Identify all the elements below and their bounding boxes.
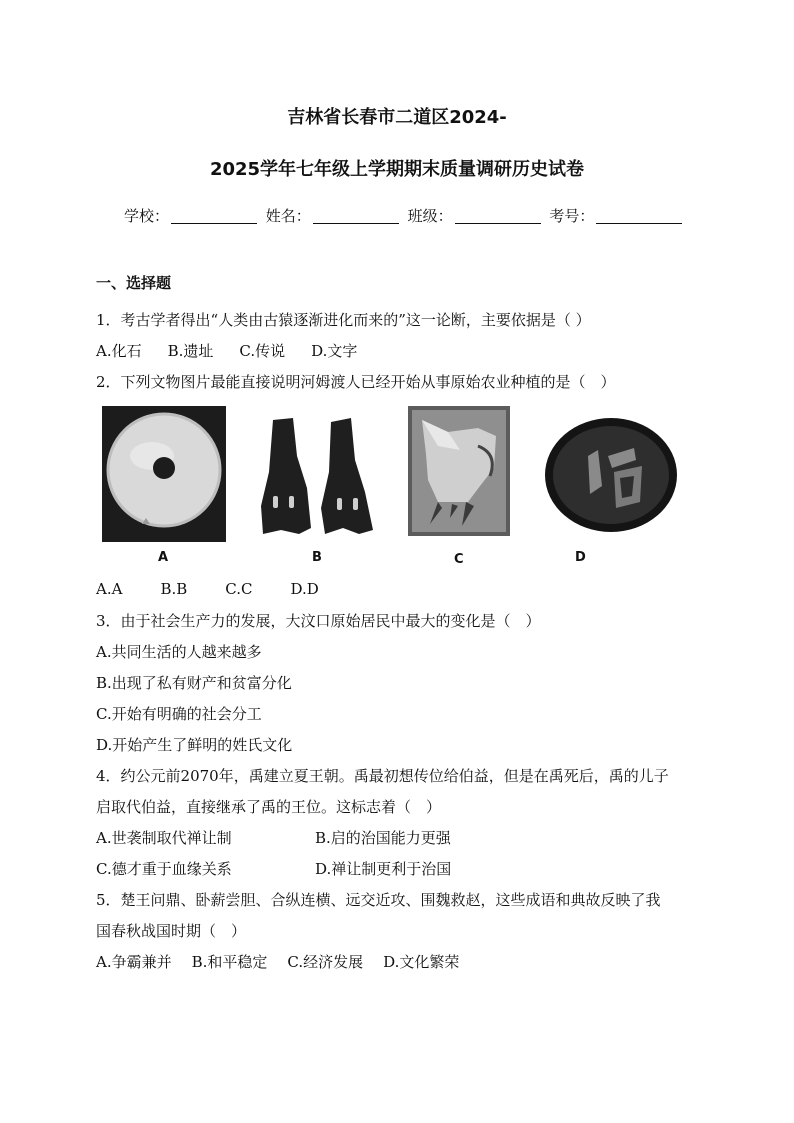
q5-option-b[interactable]: B.和平稳定	[191, 953, 268, 971]
q4-option-b[interactable]: B.启的治国能力更强	[315, 829, 451, 847]
figure-a-label: A	[158, 550, 169, 565]
q4-stem-line-2: 启取代伯益，直接继承了禹的王位。这标志着（ ）	[96, 798, 442, 816]
q1-options	[96, 340, 383, 361]
class-blank[interactable]	[455, 209, 541, 224]
q5-option-d[interactable]: D.文化繁荣	[383, 953, 460, 971]
exam-title-line-2: 2025学年七年级上学期期末质量调研历史试卷	[209, 159, 585, 180]
q4-option-c[interactable]: C.德才重于血缘关系	[96, 860, 232, 878]
q3-option-b[interactable]: B.出现了私有财产和贫富分化	[96, 674, 292, 692]
q2-option-c[interactable]: C.C	[225, 580, 253, 598]
name-label: 姓名：	[265, 207, 311, 225]
q3-option-c[interactable]: C.开始有明确的社会分工	[96, 705, 262, 723]
name-blank[interactable]	[313, 209, 399, 224]
figure-d-inscribed-bowl	[544, 416, 678, 534]
number-blank[interactable]	[596, 209, 682, 224]
figure-a-jade-disc	[102, 406, 226, 542]
q1-option-b[interactable]: B.遗址	[167, 342, 214, 360]
section-heading: 一、选择题	[96, 274, 172, 292]
q2-stem: 2．下列文物图片最能直接说明河姆渡人已经开始从事原始农业种植的是（ ）	[96, 373, 616, 391]
number-label: 考号：	[549, 207, 595, 225]
q2-option-d[interactable]: D.D	[290, 580, 319, 598]
exam-title-line-1: 吉林省长春市二道区2024-	[287, 107, 507, 128]
q5-stem-line-1: 5．楚王问鼎、卧薪尝胆、合纵连横、远交近攻、围魏救赵，这些成语和典故反映了我	[96, 891, 661, 909]
q2-artifact-figures	[96, 406, 696, 572]
q2-options	[96, 580, 345, 598]
q5-stem-line-2: 国春秋战国时期（ ）	[96, 922, 247, 940]
q3-option-a[interactable]: A.共同生活的人越来越多	[96, 643, 262, 661]
q1-stem: 1．考古学者得出“人类由古猿逐渐进化而来的”这一论断，主要依据是（ ）	[96, 311, 591, 329]
q4-option-d[interactable]: D.禅让制更利于治国	[315, 860, 452, 878]
q1-option-c[interactable]: C.传说	[239, 342, 286, 360]
q5-option-a[interactable]: A.争霸兼并	[96, 953, 172, 971]
q3-option-d[interactable]: D.开始产生了鲜明的姓氏文化	[96, 736, 293, 754]
figure-d-label: D	[575, 550, 586, 565]
school-blank[interactable]	[171, 209, 257, 224]
q1-option-d[interactable]: D.文字	[311, 342, 358, 360]
q2-option-b[interactable]: B.B	[160, 580, 188, 598]
figure-b-label: B	[312, 550, 322, 565]
q4-option-a[interactable]: A.世袭制取代禅让制	[96, 829, 232, 847]
q3-stem: 3．由于社会生产力的发展，大汶口原始居民中最大的变化是（ ）	[96, 612, 541, 630]
q1-option-a[interactable]: A.化石	[96, 342, 142, 360]
q4-stem-line-1: 4．约公元前2070年，禹建立夏王朝。禹最初想传位给伯益，但是在禹死后，禹的儿子	[96, 767, 669, 785]
school-label: 学校：	[124, 207, 170, 225]
figure-c-pottery-vessel	[408, 406, 510, 536]
q2-option-a[interactable]: A.A	[96, 580, 123, 598]
class-label: 班级：	[407, 207, 453, 225]
figure-c-label: C	[454, 552, 464, 567]
q5-option-c[interactable]: C.经济发展	[287, 953, 364, 971]
figure-b-bone-spades	[259, 416, 379, 542]
q5-options	[96, 951, 485, 972]
student-info-row	[124, 205, 686, 226]
